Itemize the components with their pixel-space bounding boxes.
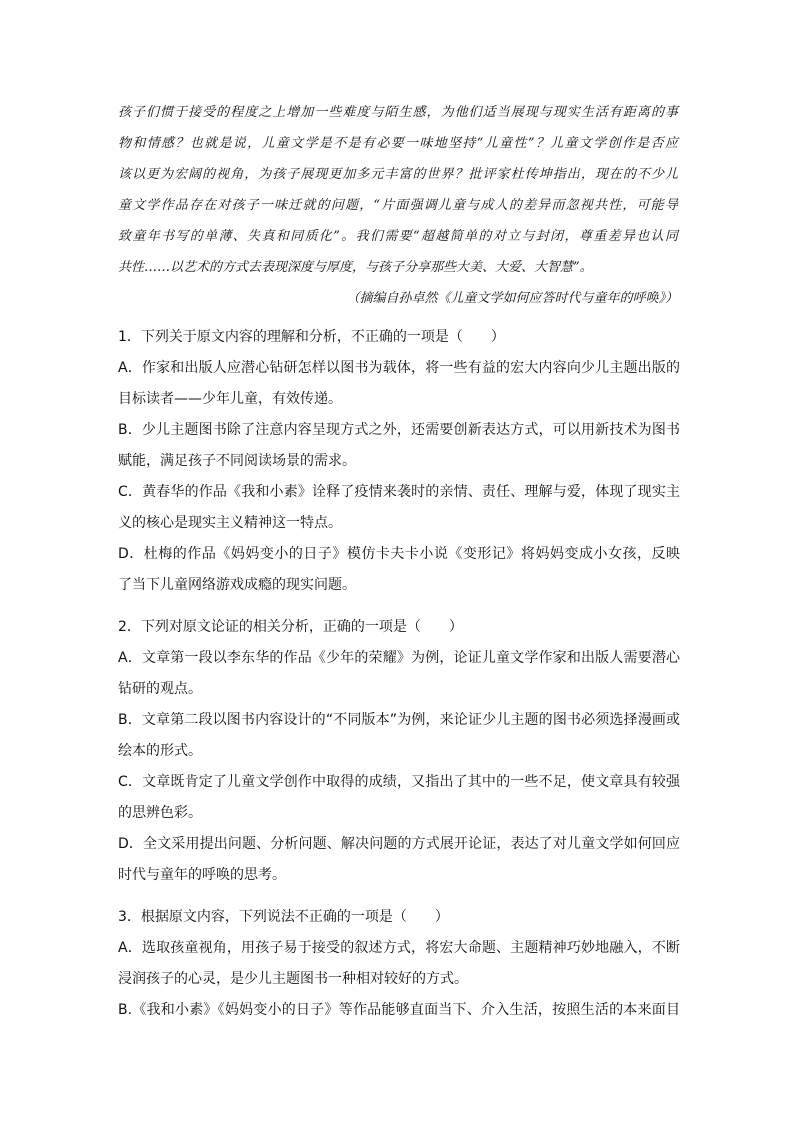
question-1	[118, 322, 680, 601]
option-line: A．作家和出版人应潜心钻研怎样以图书为载体，将一些有益的宏大内容向少儿主题出版的	[118, 360, 680, 376]
option-line: B．少儿主题图书除了注意内容呈现方式之外，还需要创新表达方式，可以用新技术为图书	[118, 422, 680, 438]
option-line: B．文章第二段以图书内容设计的“不同版本”为例，来论证少儿主题的图书必须选择漫画或	[118, 712, 680, 728]
passage-line: 该以更为宏阔的视角，为孩子展现更加多元丰富的世界？批评家杜传坤指出，现在的不少儿	[118, 167, 678, 182]
option-line: 钻研的观点。	[118, 681, 202, 697]
passage-line: 孩子们惯于接受的程度之上增加一些难度与陌生感，为他们适当展现与现实生活有距离的事	[118, 105, 678, 120]
passage-citation: （摘编自孙卓然《儿童文学如何应答时代与童年的呼唤》）	[346, 291, 678, 306]
option-line: 浸润孩子的心灵，是少儿主题图书一种相对较好的方式。	[118, 971, 468, 987]
option-line: A．文章第一段以李东华的作品《少年的荣耀》为例，论证儿童文学作家和出版人需要潜心	[118, 650, 680, 666]
option-c	[118, 477, 680, 539]
option-line: C．黄春华的作品《我和小素》诠释了疫情来袭时的亲情、责任、理解与爱，体现了现实主	[118, 484, 680, 500]
option-d	[118, 829, 680, 891]
passage-line: 物和情感？也就是说，儿童文学是不是有必要一味地坚持“儿童性”？儿童文学创作是否应	[118, 136, 678, 151]
option-c	[118, 767, 680, 829]
option-line: 的思辨色彩。	[118, 805, 202, 821]
option-b	[118, 415, 680, 477]
question-3	[118, 902, 680, 1026]
option-a	[118, 643, 680, 705]
option-d	[118, 539, 680, 601]
question-stem: 1．下列关于原文内容的理解和分析，不正确的一项是（ ）	[118, 329, 505, 345]
option-line: 时代与童年的呼唤的思考。	[118, 867, 286, 883]
option-a	[118, 353, 680, 415]
passage-line: 共性……以艺术的方式去表现深度与厚度，与孩子分享那些大美、大爱、大智慧”。	[118, 260, 593, 275]
question-stem: 2．下列对原文论证的相关分析，正确的一项是（ ）	[118, 619, 463, 635]
option-line: 义的核心是现实主义精神这一特点。	[118, 515, 342, 531]
passage-line: 童文学作品存在对孩子一味迁就的问题，“片面强调儿童与成人的差异而忽视共性，可能导	[118, 198, 678, 213]
passage-line: 致童年书写的单薄、失真和同质化”。我们需要“超越简单的对立与封闭，尊重差异也认同	[118, 229, 678, 244]
option-line: 绘本的形式。	[118, 743, 202, 759]
passage-excerpt	[118, 97, 678, 283]
question-2	[118, 612, 680, 891]
option-line: A．选取孩童视角，用孩子易于接受的叙述方式，将宏大命题、主题精神巧妙地融入，不断	[118, 940, 680, 956]
option-line: B.《我和小素》《妈妈变小的日子》等作品能够直面当下、介入生活，按照生活的本来面目	[118, 1002, 680, 1018]
option-b	[118, 705, 680, 767]
option-line: 目标读者——少年儿童，有效传递。	[118, 391, 342, 407]
question-stem: 3．根据原文内容，下列说法不正确的一项是（ ）	[118, 909, 449, 925]
option-line: D．全文采用提出问题、分析问题、解决问题的方式展开论证，表达了对儿童文学如何回应	[118, 836, 680, 852]
option-line: C．文章既肯定了儿童文学创作中取得的成绩，又指出了其中的一些不足，使文章具有较强	[118, 774, 680, 790]
option-line: 了当下儿童网络游戏成瘾的现实问题。	[118, 577, 356, 593]
option-line: D．杜梅的作品《妈妈变小的日子》模仿卡夫卡小说《变形记》将妈妈变成小女孩，反映	[118, 546, 680, 562]
option-a	[118, 933, 680, 995]
option-line: 赋能，满足孩子不同阅读场景的需求。	[118, 453, 356, 469]
option-b	[118, 995, 680, 1026]
